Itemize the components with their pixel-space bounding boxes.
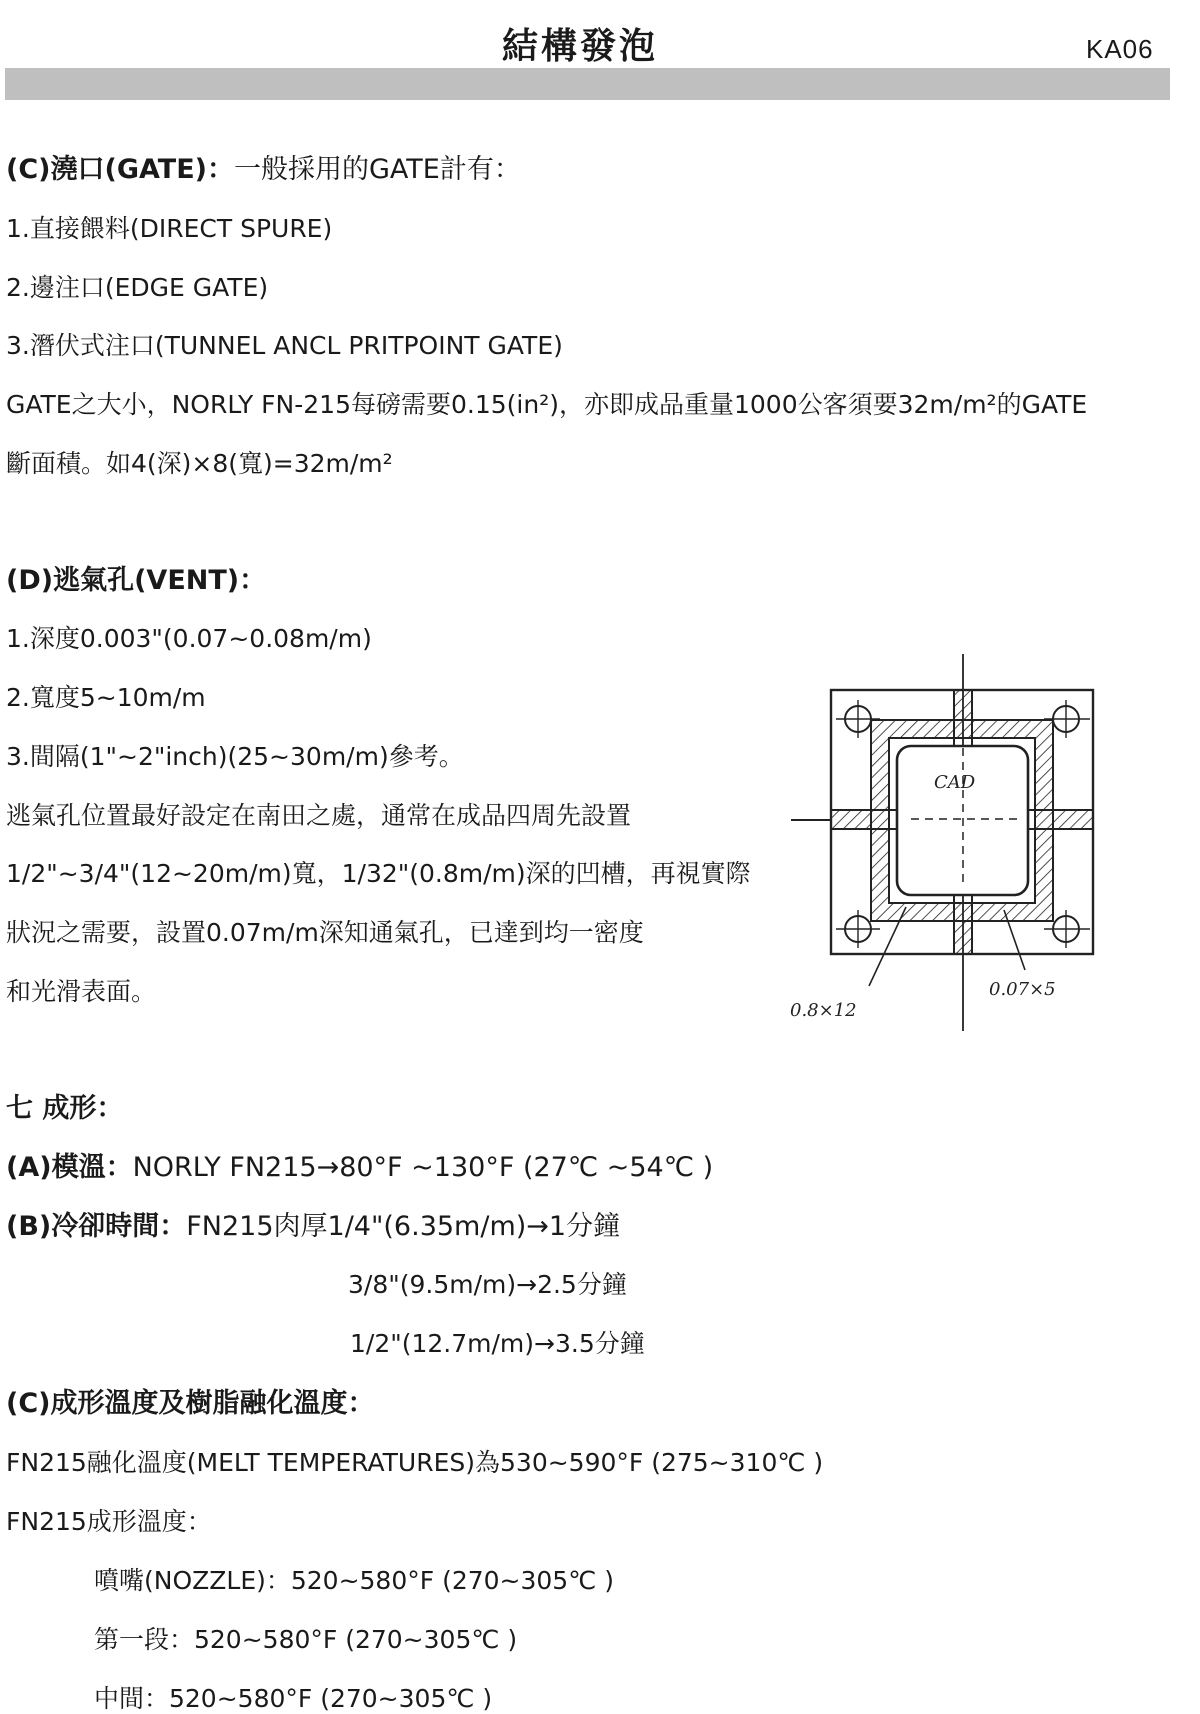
gate-heading [6,154,521,186]
document-code: KA06 [1086,34,1154,64]
cooling-time-value: FN215肉厚1/4"(6.35m/m)→1分鐘 [186,1211,621,1242]
page-title: 結構發泡 [501,26,658,67]
vent-item-1: 1.深度0.003"(0.07~0.08m/m) [6,624,372,653]
forming-temp-line: FN215成形溫度： [6,1507,212,1536]
vent-item-2: 2.寬度5~10m/m [6,683,206,712]
diagram-note-right: 0.07×5 [989,979,1056,1000]
header-bar [5,68,1170,100]
diagram-center-label: CAD [934,772,976,793]
cooling-time-line: 1/2"(12.7m/m)→3.5分鐘 [350,1329,645,1358]
molding-heading: 七 成形： [6,1093,124,1124]
melt-temp-line: FN215融化溫度(MELT TEMPERATURES)為530~590°F (275~310℃ ) [6,1448,824,1477]
vent-diagram [786,648,1106,1041]
gate-paragraph-line: 斷面積。如4(深)×8(寬)=32m/m² [6,449,393,478]
vent-heading: (D)逃氣孔(VENT)： [6,565,267,596]
gate-item-2: 2.邊注口(EDGE GATE) [6,273,269,302]
melt-temp-heading: (C)成形溫度及樹脂融化溫度： [6,1388,375,1419]
gate-paragraph-line: GATE之大小，NORLY FN-215每磅需要0.15(in²)，亦即成品重量1000公客須要32m/m²的GATE [6,390,1088,419]
mold-temp-value: NORLY FN215→80°F ~130°F (27℃ ~54℃ ) [132,1152,714,1183]
diagram-note-left: 0.8×12 [790,1000,857,1021]
gate-heading-text: 一般採用的GATE計有： [234,154,521,185]
setting-middle: 中間：520~580°F (270~305℃ ) [94,1684,493,1713]
gate-heading-label: (C)澆口(GATE)： [6,154,234,185]
vent-paragraph-line: 和光滑表面。 [6,977,157,1006]
mold-temp-label: (A)模溫： [6,1152,133,1183]
setting-nozzle: 噴嘴(NOZZLE)：520~580°F (270~305℃ ) [94,1566,614,1595]
setting-stage-1: 第一段：520~580°F (270~305℃ ) [94,1625,518,1654]
gate-item-3: 3.潛伏式注口(TUNNEL ANCL PRITPOINT GATE) [6,331,563,360]
cooling-time-row [6,1211,620,1243]
cooling-time-label: (B)冷卻時間： [6,1211,187,1242]
vent-paragraph-line: 逃氣孔位置最好設定在南田之處，通常在成品四周先設置 [6,801,632,830]
mold-temp-row [6,1152,713,1184]
cooling-time-line: 3/8"(9.5m/m)→2.5分鐘 [348,1270,627,1299]
vent-paragraph-line: 狀況之需要，設置0.07m/m深知通氣孔，已達到均一密度 [6,918,644,947]
vent-item-3: 3.間隔(1"~2"inch)(25~30m/m)參考。 [6,742,464,771]
vent-paragraph-line: 1/2"~3/4"(12~20m/m)寬，1/32"(0.8m/m)深的凹槽，再視實際 [6,859,751,888]
gate-item-1: 1.直接餵料(DIRECT SPURE) [6,214,333,243]
